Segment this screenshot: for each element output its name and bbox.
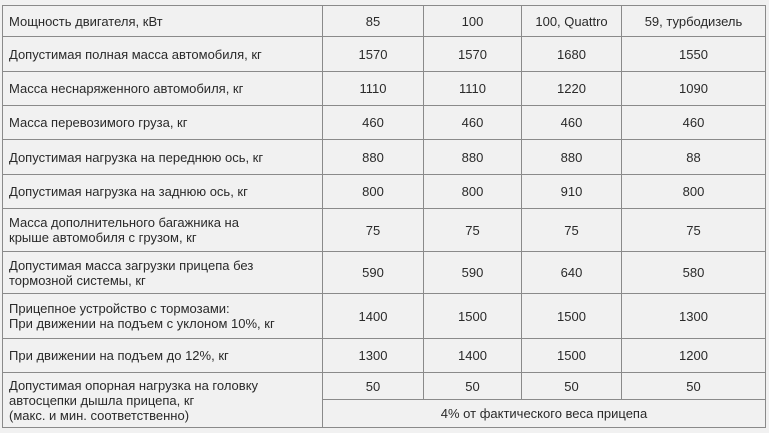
cell-value: 910 (522, 175, 622, 209)
cell-value: 1110 (424, 72, 522, 106)
cell-value: 590 (323, 252, 424, 294)
cell-value: 590 (424, 252, 522, 294)
cell-value: 800 (424, 175, 522, 209)
cell-value: 88 (622, 140, 766, 175)
cell-value: 50 (622, 373, 766, 400)
row-label: Масса перевозимого груза, кг (3, 106, 323, 140)
cell-value: 880 (323, 140, 424, 175)
header-label: Мощность двигателя, кВт (3, 6, 323, 37)
table-row (3, 140, 766, 175)
cell-value: 1570 (424, 37, 522, 72)
row-label: Допустимая полная масса автомобиля, кг (3, 37, 323, 72)
cell-value: 50 (522, 373, 622, 400)
table-row (3, 72, 766, 106)
cell-value: 50 (323, 373, 424, 400)
table-header-row (3, 6, 766, 37)
table-row (3, 339, 766, 373)
specifications-table (2, 5, 766, 428)
row-label: Допустимая масса загрузки прицепа без тормозной системы, кг (3, 252, 323, 294)
cell-value: 880 (522, 140, 622, 175)
cell-value: 1400 (323, 294, 424, 339)
cell-value: 800 (323, 175, 424, 209)
table-row (3, 294, 766, 339)
cell-value: 1400 (424, 339, 522, 373)
table-row (3, 252, 766, 294)
row-label: Масса дополнительного багажника на крыше автомобиля с грузом, кг (3, 209, 323, 252)
cell-value: 1090 (622, 72, 766, 106)
row-label: Допустимая опорная нагрузка на головку автосцепки дышла прицепа, кг (макс. и мин. соответственно) (3, 373, 323, 428)
column-header: 59, турбодизель (622, 6, 766, 37)
row-label: Допустимая нагрузка на заднюю ось, кг (3, 175, 323, 209)
cell-value: 75 (622, 209, 766, 252)
cell-value: 1200 (622, 339, 766, 373)
cell-value: 640 (522, 252, 622, 294)
table-row (3, 37, 766, 72)
cell-value: 75 (424, 209, 522, 252)
cell-value: 75 (522, 209, 622, 252)
cell-value: 800 (622, 175, 766, 209)
column-header: 100 (424, 6, 522, 37)
cell-value: 460 (424, 106, 522, 140)
row-label: Масса неснаряженного автомобиля, кг (3, 72, 323, 106)
table-row (3, 106, 766, 140)
table-row (3, 209, 766, 252)
cell-value: 880 (424, 140, 522, 175)
cell-value: 75 (323, 209, 424, 252)
cell-value: 580 (622, 252, 766, 294)
column-header: 100, Quattro (522, 6, 622, 37)
cell-value: 50 (424, 373, 522, 400)
cell-value: 1300 (622, 294, 766, 339)
cell-value: 1570 (323, 37, 424, 72)
cell-value: 1500 (424, 294, 522, 339)
cell-value: 1550 (622, 37, 766, 72)
cell-value: 1110 (323, 72, 424, 106)
row-label: Допустимая нагрузка на переднюю ось, кг (3, 140, 323, 175)
cell-value: 460 (622, 106, 766, 140)
row-label: Прицепное устройство с тормозами: При движении на подъем с уклоном 10%, кг (3, 294, 323, 339)
cell-value: 1500 (522, 339, 622, 373)
cell-value: 1300 (323, 339, 424, 373)
table-row (3, 175, 766, 209)
cell-value: 460 (522, 106, 622, 140)
cell-value: 1500 (522, 294, 622, 339)
cell-value: 1680 (522, 37, 622, 72)
table-row (3, 373, 766, 400)
cell-value: 460 (323, 106, 424, 140)
row-label: При движении на подъем до 12%, кг (3, 339, 323, 373)
column-header: 85 (323, 6, 424, 37)
merged-note-cell: 4% от фактического веса прицепа (323, 400, 766, 428)
cell-value: 1220 (522, 72, 622, 106)
